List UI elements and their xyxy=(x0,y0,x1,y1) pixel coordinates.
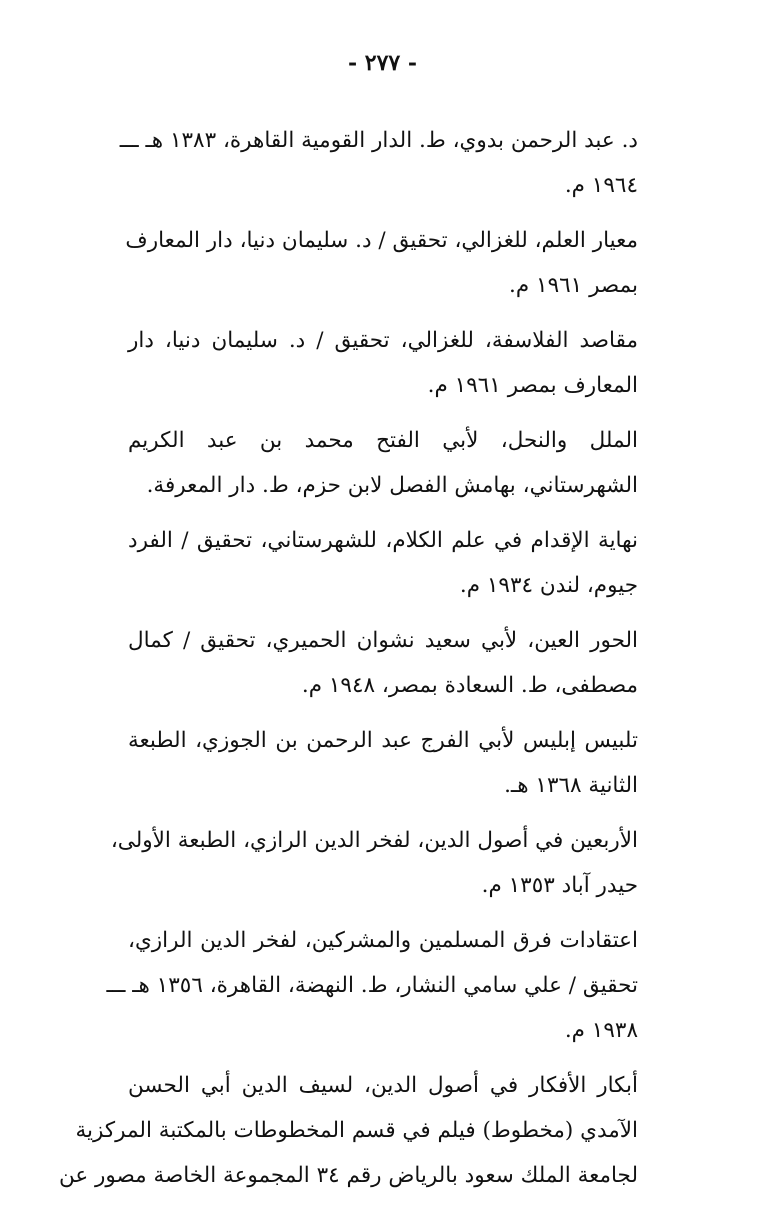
reference-line: معيار العلم، للغزالي، تحقيق / د. سليمان دنيا، دار المعارف xyxy=(125,228,638,253)
reference-entry xyxy=(128,718,638,808)
reference-line: الشهرستاني، بهامش الفصل لابن حزم، ط. دار المعرفة. xyxy=(146,473,638,498)
reference-line: الثانية ١٣٦٨ هـ. xyxy=(504,773,638,798)
reference-entry xyxy=(110,818,638,908)
references-list xyxy=(58,118,638,1208)
reference-line: د. عبد الرحمن بدوي، ط. الدار القومية القاهرة، ١٣٨٣ هـ ـــ xyxy=(119,128,638,153)
reference-line: أبكار الأفكار في أصول الدين، لسيف الدين أبي الحسن xyxy=(128,1073,638,1098)
reference-entry xyxy=(125,218,638,308)
reference-entry xyxy=(128,418,638,508)
reference-entry xyxy=(128,518,638,608)
reference-line: الأربعين في أصول الدين، لفخر الدين الرازي، الطبعة الأولى، xyxy=(110,828,638,853)
reference-entry xyxy=(128,318,638,408)
reference-line: جيوم، لندن ١٩٣٤ م. xyxy=(459,573,638,598)
reference-entry xyxy=(119,118,638,208)
page-number: - ٢٧٧ - xyxy=(347,50,418,76)
reference-line: بمصر ١٩٦١ م. xyxy=(509,273,638,298)
reference-line: اعتقادات فرق المسلمين والمشركين، لفخر الدين الرازي، xyxy=(128,928,638,953)
reference-line: حيدر آباد ١٣٥٣ م. xyxy=(481,873,638,898)
reference-line: ١٩٣٨ م. xyxy=(564,1018,638,1043)
reference-line: المعارف بمصر ١٩٦١ م. xyxy=(427,373,638,398)
reference-line: مقاصد الفلاسفة، للغزالي، تحقيق / د. سليمان دنيا، دار xyxy=(128,328,638,353)
reference-line: مصطفى، ط. السعادة بمصر، ١٩٤٨ م. xyxy=(301,673,638,698)
reference-entry xyxy=(106,918,638,1053)
reference-entry xyxy=(128,618,638,708)
reference-line: ١٩٦٤ م. xyxy=(564,173,638,198)
reference-line: تحقيق / علي سامي النشار، ط. النهضة، القاهرة، ١٣٥٦ هـ ـــ xyxy=(106,973,638,998)
reference-line: الآمدي (مخطوط) فيلم في قسم المخطوطات بالمكتبة المركزية xyxy=(75,1118,638,1143)
reference-line: نهاية الإقدام في علم الكلام، للشهرستاني، تحقيق / الفرد xyxy=(128,528,638,553)
reference-line: الحور العين، لأبي سعيد نشوان الحميري، تحقيق / كمال xyxy=(128,628,638,653)
reference-line: الملل والنحل، لأبي الفتح محمد بن عبد الكريم xyxy=(128,428,638,453)
reference-line: تلبيس إبليس لأبي الفرج عبد الرحمن بن الجوزي، الطبعة xyxy=(128,728,638,753)
reference-line: لجامعة الملك سعود بالرياض رقم ٣٤ المجموعة الخاصة مصور عن xyxy=(58,1163,638,1188)
reference-entry xyxy=(58,1063,638,1198)
